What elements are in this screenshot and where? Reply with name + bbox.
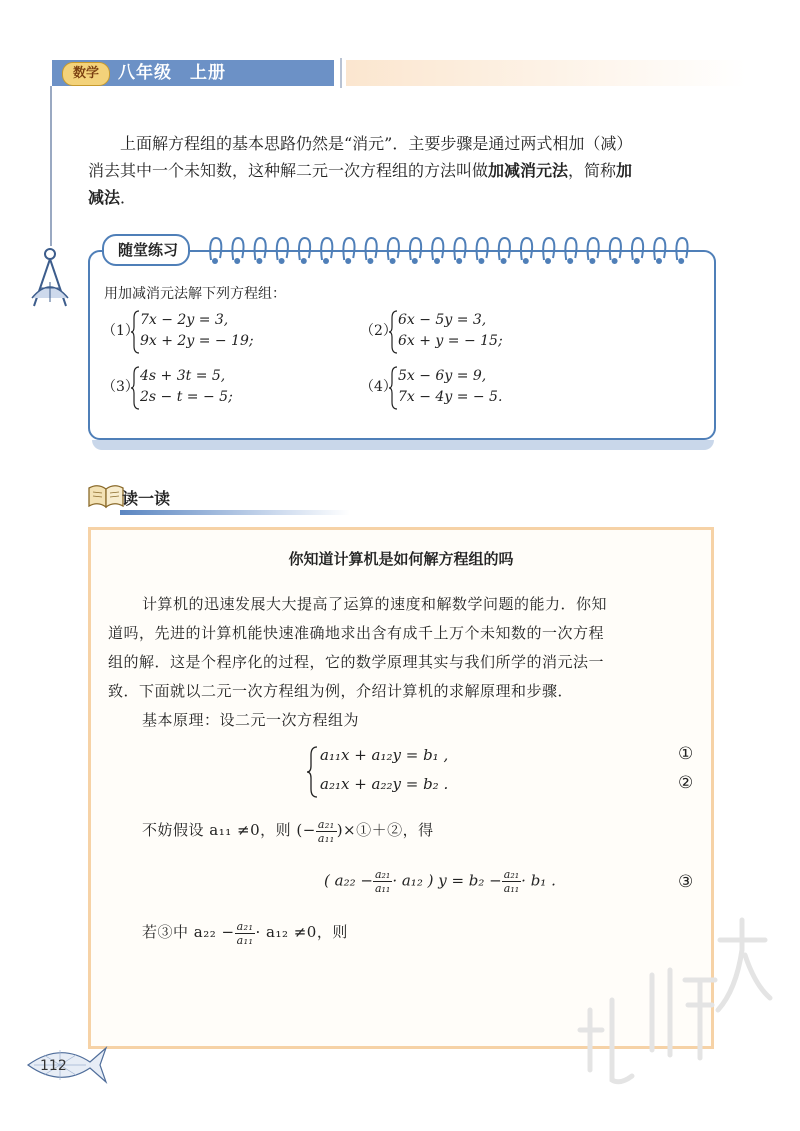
term-short-name: 减法	[88, 188, 121, 207]
spiral-ring	[299, 238, 310, 260]
spiral-hole	[501, 258, 507, 264]
equation-mark-3: ③	[678, 872, 694, 892]
spiral-ring	[321, 238, 332, 260]
spiral-hole	[412, 258, 418, 264]
spiral-hole	[589, 258, 595, 264]
spiral-hole	[279, 258, 285, 264]
spiral-hole	[678, 258, 684, 264]
read-p1-line2: 道吗，先进的计算机能快速准确地求出含有成千上万个未知数的一次方程	[108, 624, 605, 642]
compass-icon	[28, 246, 72, 310]
problem-3: （3） 4s + 3t = 5, 2s − t = − 5;	[102, 366, 342, 410]
spiral-ring	[343, 238, 354, 260]
spiral-ring	[388, 238, 399, 260]
publisher-watermark	[560, 880, 780, 1110]
problem-1: （1） 7x − 2y = 3, 9x + 2y = − 19;	[102, 310, 342, 354]
spiral-ring	[210, 238, 221, 260]
side-margin-line	[50, 86, 52, 246]
spiral-ring	[432, 238, 443, 260]
spiral-ring	[499, 238, 510, 260]
spiral-hole	[301, 258, 307, 264]
spiral-hole	[634, 258, 640, 264]
spiral-ring	[654, 238, 665, 260]
spiral-ring	[565, 238, 576, 260]
spiral-hole	[390, 258, 396, 264]
spiral-ring	[277, 238, 288, 260]
system-equation-1: a₁₁x + a₁₂y = b₁ ,	[320, 746, 449, 764]
condition-line: 若③中 a₂₂ − $\frac{\text{a₂₁}}{\text{a₁₁}}$ · a₁₂ ≠0，则	[142, 919, 348, 947]
spiral-ring	[543, 238, 554, 260]
spiral-hole	[545, 258, 551, 264]
spiral-ring	[521, 238, 532, 260]
intro-line-3: 减法．	[88, 188, 137, 207]
spiral-hole	[323, 258, 329, 264]
spiral-hole	[212, 258, 218, 264]
read-p1-line1: 计算机的迅速发展大大提高了运算的速度和解数学问题的能力．你知	[142, 595, 608, 613]
spiral-hole	[234, 258, 240, 264]
intro-line-2: 消去其中一个未知数，这种解二元一次方程组的方法叫做加减消元法，简称加	[88, 161, 633, 180]
practice-title: 随堂练习	[102, 234, 190, 266]
read-p2: 基本原理：设二元一次方程组为	[142, 711, 360, 729]
system-brace	[306, 746, 318, 798]
spiral-ring	[255, 238, 266, 260]
spiral-ring	[477, 238, 488, 260]
spiral-hole	[656, 258, 662, 264]
spiral-ring	[632, 238, 643, 260]
subject-badge: 数学	[62, 62, 110, 86]
spiral-rings-icon	[206, 234, 706, 268]
spiral-hole	[456, 258, 462, 264]
spiral-hole	[612, 258, 618, 264]
equation-3: ( a₂₂ − $\frac{\text{a₂₁}}{\text{a₁₁}}$ · a₁₂ ) y = b₂ − $\frac{\text{a₂₁}}{\text{a₁₁}}$ · b₁ .	[324, 868, 556, 895]
spiral-ring	[410, 238, 421, 260]
spiral-hole	[567, 258, 573, 264]
header-decoration	[346, 60, 746, 86]
read-p1-line3: 组的解．这是个程序化的过程，它的数学原理其实与我们所学的消元法一	[108, 653, 605, 671]
practice-instruction: 用加减消元法解下列方程组：	[104, 286, 286, 302]
equation-mark-1: ①	[678, 744, 694, 764]
spiral-ring	[588, 238, 599, 260]
spiral-hole	[478, 258, 484, 264]
spiral-ring	[366, 238, 377, 260]
spiral-ring	[676, 238, 687, 260]
grade-title: 八年级 上册	[118, 63, 226, 83]
spiral-hole	[256, 258, 262, 264]
book-icon	[86, 478, 126, 510]
read-title-underline	[120, 510, 350, 515]
header-separator	[340, 58, 342, 88]
equation-mark-2: ②	[678, 773, 694, 793]
spiral-ring	[454, 238, 465, 260]
problem-4: （4） 5x − 6y = 9, 7x − 4y = − 5.	[360, 366, 600, 410]
practice-shadow	[92, 440, 714, 450]
spiral-ring	[232, 238, 243, 260]
read-p1-line4: 致．下面就以二元一次方程组为例，介绍计算机的求解原理和步骤．	[108, 682, 574, 700]
read-section-title: 读一读	[122, 489, 171, 508]
spiral-hole	[523, 258, 529, 264]
spiral-hole	[345, 258, 351, 264]
page-number: 112	[40, 1058, 67, 1074]
spiral-hole	[367, 258, 373, 264]
problem-2: （2） 6x − 5y = 3, 6x + y = − 15;	[360, 310, 600, 354]
read-heading: 你知道计算机是如何解方程组的吗	[288, 550, 514, 568]
assumption-line: 不妨假设 a₁₁ ≠0，则 (− $\frac{\text{a₂₁}}{\text{a₁₁}}$ )×①＋②，得	[142, 817, 434, 845]
intro-line-1: 上面解方程组的基本思路仍然是“消元”．主要步骤是通过两式相加（减）	[120, 134, 633, 153]
system-equation-2: a₂₁x + a₂₂y = b₂ .	[320, 775, 449, 793]
spiral-hole	[434, 258, 440, 264]
spiral-ring	[610, 238, 621, 260]
term-elimination-method: 加减消元法	[488, 161, 569, 180]
